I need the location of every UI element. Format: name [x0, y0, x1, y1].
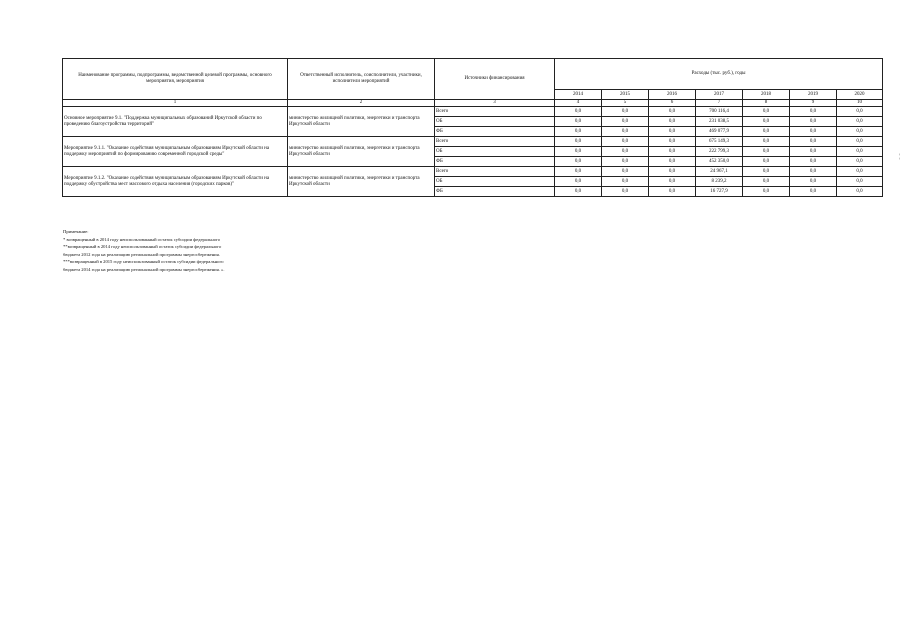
column-numbers-row [63, 100, 883, 107]
notes-block [63, 228, 293, 274]
expense-value: 0,0 [602, 187, 649, 197]
funding-source: ФБ [435, 187, 555, 197]
expense-value: 0,0 [555, 167, 602, 177]
expense-value: 0,0 [602, 157, 649, 167]
expense-value: 0,0 [602, 117, 649, 127]
col-number: 10 [837, 100, 883, 107]
expense-value: 0,0 [790, 157, 837, 167]
activity-executor: министерство жилищной политики, энергетики и транспорта Иркутской области [288, 137, 435, 167]
year-cell: 2015 [602, 90, 649, 100]
table-row [63, 137, 883, 147]
expense-value: 0,0 [837, 107, 883, 117]
expense-value: 231 038,5 [696, 117, 743, 127]
expense-value: 0,0 [555, 107, 602, 117]
expense-value: 0,0 [790, 127, 837, 137]
expense-value: 0,0 [555, 147, 602, 157]
activity-name: Мероприятие 9.1.2. "Оказание содействия муниципальным образованиям Иркутской области на поддержку обустройства мест массового отдыха населения (городских парков)" [63, 167, 288, 197]
expense-value: 700 116,4 [696, 107, 743, 117]
funding-source: ОБ [435, 147, 555, 157]
expense-value: 0,0 [790, 147, 837, 157]
notes-title: Примечание: [63, 229, 89, 234]
expense-value: 8 239,2 [696, 177, 743, 187]
header-row [63, 59, 883, 90]
expense-value: 0,0 [602, 127, 649, 137]
header-source: Источники финансирования [435, 59, 555, 100]
expense-value: 469 077,9 [696, 127, 743, 137]
funding-source: ОБ [435, 117, 555, 127]
expense-value: 0,0 [743, 187, 790, 197]
expense-value: 0,0 [602, 147, 649, 157]
note-line: бюджета 2012 года на реализацию региональной программы энергосбережения. [63, 251, 220, 257]
expense-value: 452 350,0 [696, 157, 743, 167]
expense-value: 0,0 [790, 187, 837, 197]
expense-value: 0,0 [837, 177, 883, 187]
col-number: 6 [649, 100, 696, 107]
activity-executor: министерство жилищной политики, энергетики и транспорта Иркутской области [288, 167, 435, 197]
table-body [63, 59, 883, 197]
table-row [63, 167, 883, 177]
col-number: 8 [743, 100, 790, 107]
note-line: * возвращенный в 2014 году неиспользованный остаток субсидии федерального [63, 236, 221, 242]
year-cell: 2018 [743, 90, 790, 100]
expense-value: 0,0 [602, 177, 649, 187]
year-cell: 2017 [696, 90, 743, 100]
expense-value: 0,0 [555, 127, 602, 137]
year-cell: 2016 [649, 90, 696, 100]
expense-value: 0,0 [837, 147, 883, 157]
funding-source: ОБ [435, 177, 555, 187]
expense-value: 0,0 [555, 187, 602, 197]
expense-value: 0,0 [555, 177, 602, 187]
expense-value: 16 727,9 [696, 187, 743, 197]
activity-executor: министерство жилищной политики, энергетики и транспорта Иркутской области [288, 107, 435, 137]
expense-value: 0,0 [743, 117, 790, 127]
expense-value: 0,0 [555, 117, 602, 127]
expense-value: 0,0 [837, 137, 883, 147]
expense-value: 0,0 [743, 167, 790, 177]
expense-value: 0,0 [790, 167, 837, 177]
expense-value: 222 799,3 [696, 147, 743, 157]
funding-source: Всего [435, 107, 555, 117]
expense-value: 0,0 [837, 157, 883, 167]
activity-name: Мероприятие 9.1.1. "Оказание содействия муниципальным образованиям Иркутской области на поддержку мероприятий по формированию современной городской среды" [63, 137, 288, 167]
expenses-table [62, 58, 883, 197]
note-line: ***возвращенный в 2015 году неиспользованный остаток субсидии федерального [63, 259, 224, 265]
note-line: бюджета 2014 года на реализацию региональной программы энергосбережения. ». [63, 266, 225, 272]
col-number: 4 [555, 100, 602, 107]
col-number: 9 [790, 100, 837, 107]
col-number: 2 [288, 100, 435, 107]
col-number: 5 [602, 100, 649, 107]
table-row [63, 107, 883, 117]
expense-value: 0,0 [649, 107, 696, 117]
col-number: 7 [696, 100, 743, 107]
expense-value: 0,0 [743, 147, 790, 157]
expense-value: 0,0 [743, 177, 790, 187]
year-cell: 2014 [555, 90, 602, 100]
expense-value: 0,0 [743, 107, 790, 117]
year-cell: 2020 [837, 90, 883, 100]
expense-value: 24 967,1 [696, 167, 743, 177]
expense-value: 0,0 [649, 147, 696, 157]
expense-value: 0,0 [790, 137, 837, 147]
expense-value: 0,0 [790, 107, 837, 117]
expense-value: 0,0 [837, 187, 883, 197]
activity-name: Основное мероприятие 9.1. "Поддержка муниципальных образований Иркутской области по проведению благоустройства территорий" [63, 107, 288, 137]
col-number: 1 [63, 100, 288, 107]
header-executor: Ответственный исполнитель, соисполнители, участники, исполнители мероприятий [288, 59, 435, 100]
expense-value: 0,0 [649, 157, 696, 167]
expense-value: 0,0 [602, 167, 649, 177]
funding-source: Всего [435, 167, 555, 177]
expense-value: 0,0 [790, 117, 837, 127]
funding-source: Всего [435, 137, 555, 147]
expense-value: 0,0 [649, 137, 696, 147]
col-number: 3 [435, 100, 555, 107]
note-line: **возвращенный в 2014 году неиспользованный остаток субсидии федерального [63, 244, 222, 250]
header-name: Наименование программы, подпрограммы, ведомственной целевой программы, основного мероприятия, мероприятия [63, 59, 288, 100]
expense-value: 0,0 [649, 177, 696, 187]
expense-value: 0,0 [837, 167, 883, 177]
expense-value: 0,0 [837, 117, 883, 127]
expense-value: 0,0 [743, 157, 790, 167]
expense-value: 675 149,3 [696, 137, 743, 147]
funding-source: ФБ [435, 157, 555, 167]
expense-value: 0,0 [555, 137, 602, 147]
expense-value: 0,0 [649, 187, 696, 197]
expense-value: 0,0 [649, 127, 696, 137]
expense-value: 0,0 [602, 137, 649, 147]
expense-value: 0,0 [555, 157, 602, 167]
funding-source: ФБ [435, 127, 555, 137]
expense-value: 0,0 [649, 167, 696, 177]
expense-value: 0,0 [790, 177, 837, 187]
expense-value: 0,0 [743, 137, 790, 147]
year-cell: 2019 [790, 90, 837, 100]
margin-mark: ¦ [899, 154, 901, 160]
header-expenses: Расходы (тыс. руб.), годы [555, 59, 883, 90]
expense-value: 0,0 [649, 117, 696, 127]
expense-value: 0,0 [743, 127, 790, 137]
expense-value: 0,0 [602, 107, 649, 117]
expense-value: 0,0 [837, 127, 883, 137]
